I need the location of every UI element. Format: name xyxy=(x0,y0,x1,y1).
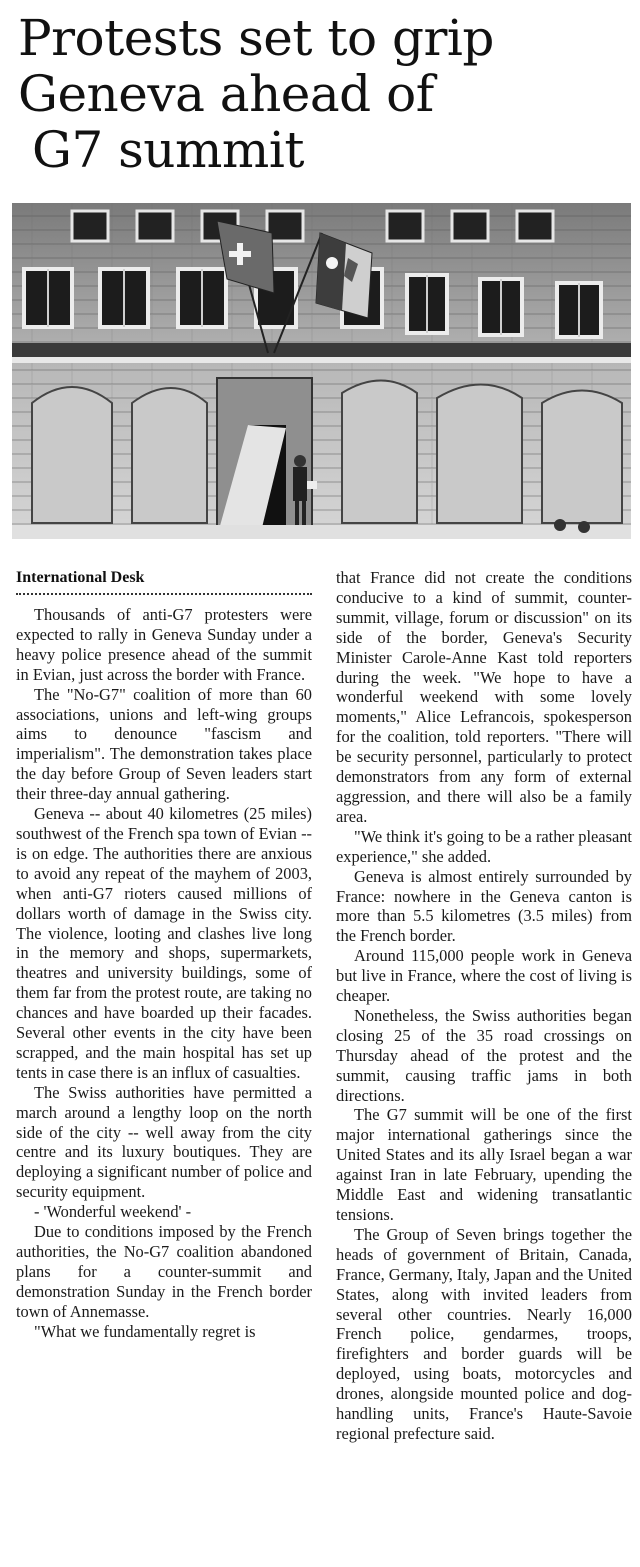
paragraph: Geneva is almost entirely surrounded by France: nowhere in the Geneva canton is more than 5.5 kilometres (3.5 miles) from the French border. xyxy=(336,866,632,946)
paragraph: The Group of Seven brings together the heads of government of Britain, Canada, France, Germany, Italy, Japan and the United States, along with invited leaders from several other countries. Nearly 16,000 French police, gendarmes, troops, firefighters and border guards will be deployed, using boats, motorcycles and drones, alongside mounted police and dog-handling units, France's Haute-Savoie regional prefecture said. xyxy=(336,1224,632,1443)
paragraph: that France did not create the conditions conducive to a kind of summit, counter-summit, village, forum or discussion" on its side of the border, Geneva's Security Minister Carole-Anne Kast told reporters during the week. "We hope to have a wonderful weekend with some lovely moments," Alice Lefrancois, spokesperson for the coalition, told reporters. "There will be security personnel, particularly to protect demonstrators from any form of external aggression, and there will also be a family area. xyxy=(336,568,632,826)
building-with-flags-photo xyxy=(12,203,631,539)
headline-line-3: G7 summit xyxy=(32,121,304,179)
article-column-right xyxy=(336,568,632,1444)
paragraph: Geneva -- about 40 kilometres (25 miles) southwest of the French spa town of Evian -- is on edge. The authorities there are anxious to avoid any repeat of the mayhem of 2003, when anti-G7 rioters caused millions of dollars worth of damage in the Swiss city. The violence, looting and clashes live long in the memory and shops, supermarkets, theatres and university buildings, some of them far from the protest route, are taking no chances and have boarded up their facades. Several other events in the city have been scrapped, and the main hospital has set up tents in case there is an influx of casualties. xyxy=(16,804,312,1082)
paragraph: The "No-G7" coalition of more than 60 associations, unions and left-wing groups aims to denounce "fascism and imperialism". The demonstration takes place the day before Group of Seven leaders start their three-day annual gathering. xyxy=(16,684,312,804)
byline-divider xyxy=(16,593,312,595)
byline: International Desk xyxy=(16,569,145,586)
subheading: - 'Wonderful weekend' - xyxy=(34,1202,192,1222)
paragraph: The Swiss authorities have permitted a march around a lengthy loop on the north side of the city -- well away from the city centre and its luxury boutiques. They are deploying a significant number of police and security equipment. xyxy=(16,1082,312,1202)
paragraph: Around 115,000 people work in Geneva but live in France, where the cost of living is cheaper. xyxy=(336,946,632,1006)
paragraph: The G7 summit will be one of the first major international gatherings since the United States and its ally Israel began a war against Iran in late February, upending the Middle East and widening transatlantic tensions. xyxy=(336,1105,632,1224)
paragraph: Thousands of anti-G7 protesters were expected to rally in Geneva Sunday under a heavy police presence ahead of the summit in Evian, just across the border with France. xyxy=(16,605,312,684)
paragraph: Due to conditions imposed by the French authorities, the No-G7 coalition abandoned plans for a counter-summit and demonstration Sunday in the French border town of Annemasse. xyxy=(16,1222,312,1321)
headline-line-1: Protests set to grip xyxy=(18,9,494,67)
headline-line-2: Geneva ahead of xyxy=(18,65,434,123)
article-headline xyxy=(18,10,628,178)
paragraph: "We think it's going to be a rather pleasant experience," she added. xyxy=(336,826,632,866)
paragraph: "What we fundamentally regret is xyxy=(34,1321,256,1341)
article-column-left xyxy=(16,568,312,1342)
paragraph: Nonetheless, the Swiss authorities began closing 25 of the 35 road crossings on Thursday ahead of the protest and the summit, causing traffic jams in both directions. xyxy=(336,1005,632,1105)
